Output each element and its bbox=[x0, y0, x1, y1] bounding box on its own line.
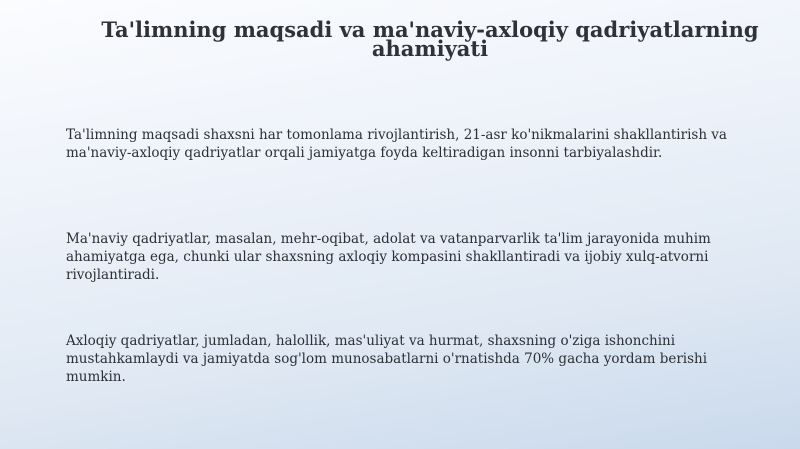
paragraph-spiritual-values: Ma'naviy qadriyatlar, masalan, mehr-oqibat, adolat va vatanparvarlik ta'lim jarayonida muhim ahamiyatga ega, chunki ular shaxsning axloqiy kompasini shakllantiradi va ijobiy xulq-atvorni rivojlantiradi. bbox=[66, 231, 711, 283]
slide-title: Ta'limning maqsadi va ma'naviy-axloqiy qadriyatlarning ahamiyati bbox=[101, 17, 759, 61]
paragraph-education-goal: Ta'limning maqsadi shaxsni har tomonlama rivojlantirish, 21-asr ko'nikmalarini shakllantirish va ma'naviy-axloqiy qadriyatlar orqali jamiyatga foyda keltiradigan insonni tarbiyalashdir. bbox=[66, 127, 727, 161]
paragraph-moral-values: Axloqiy qadriyatlar, jumladan, halollik, mas'uliyat va hurmat, shaxsning o'ziga ishonchini mustahkamlaydi va jamiyatda sog'lom munosabatlarni o'rnatishda 70% gacha yordam berishi mumkin. bbox=[66, 333, 708, 385]
